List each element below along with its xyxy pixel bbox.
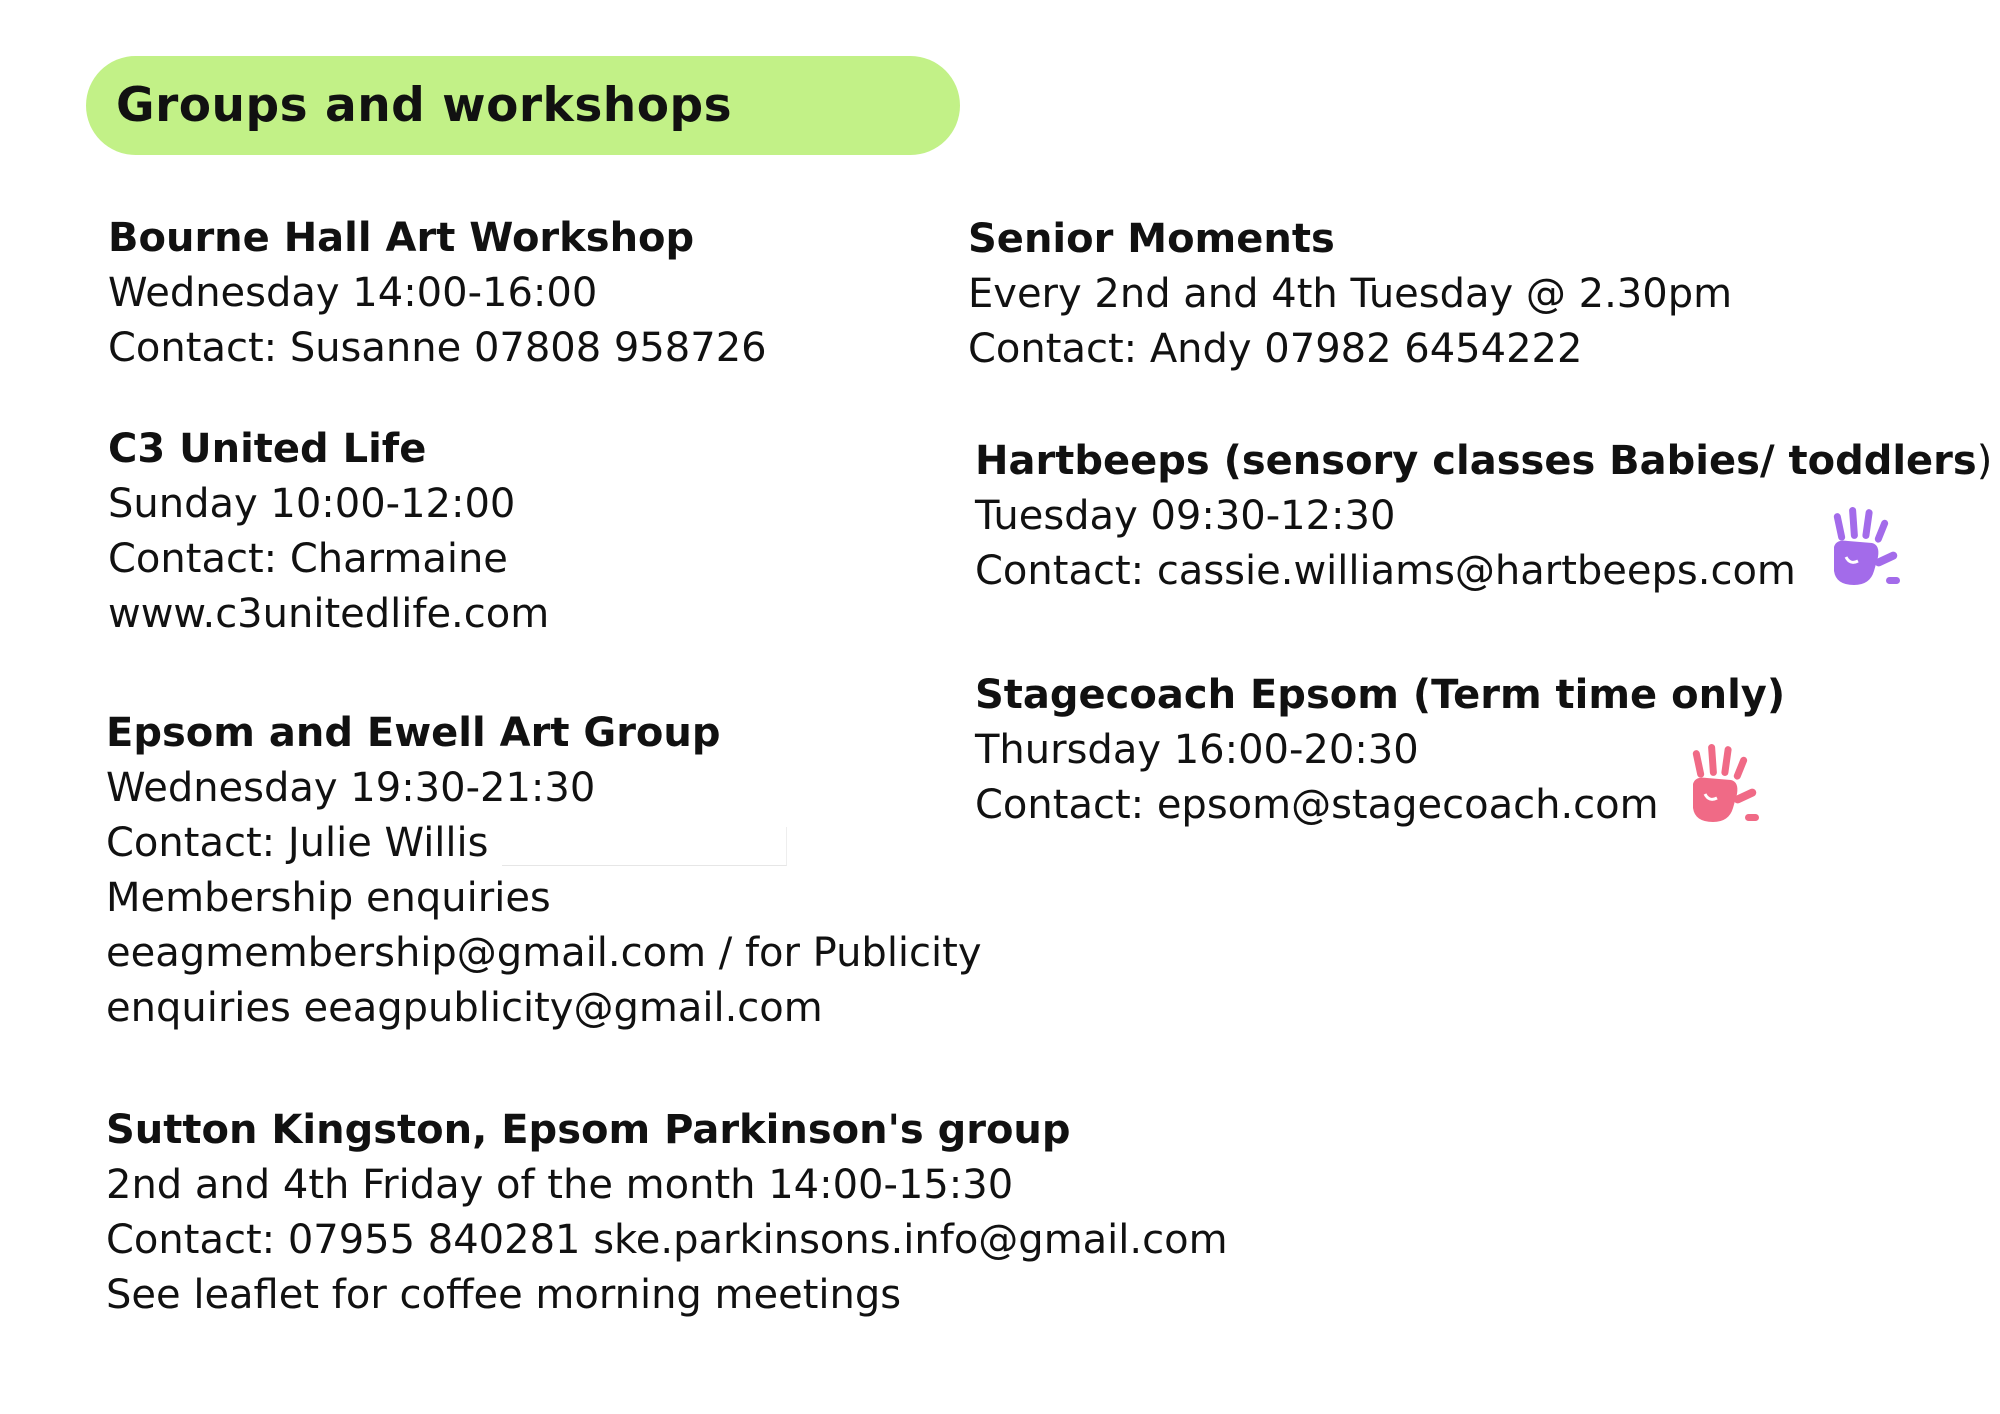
entry-line: Thursday 16:00-20:30	[975, 727, 1419, 773]
entry-line: Contact: Susanne 07808 958726	[108, 325, 767, 371]
entry-title: Sutton Kingston, Epsom Parkinson's group	[106, 1107, 1071, 1153]
entry-title: C3 United Life	[108, 426, 427, 472]
entry-title	[975, 434, 1992, 489]
redaction-box	[502, 827, 787, 866]
page-title: Groups and workshops	[116, 78, 733, 133]
entry-line: eeagmembership@gmail.com / for Publicity	[106, 930, 982, 976]
entry-line: Contact: Charmaine	[108, 536, 508, 582]
entry-line: enquiries eeagpublicity@gmail.com	[106, 985, 823, 1031]
entry-senior-moments	[968, 212, 1732, 377]
entry-line: Tuesday 09:30-12:30	[975, 493, 1396, 539]
entry-line: Contact: Julie Willis	[106, 820, 489, 866]
entry-line: Every 2nd and 4th Tuesday @ 2.30pm	[968, 271, 1733, 317]
entry-line: Contact: cassie.williams@hartbeeps.com	[975, 548, 1796, 594]
entry-line: Contact: epsom@stagecoach.com	[975, 782, 1659, 828]
entry-title: Stagecoach Epsom (Term time only)	[975, 672, 1786, 718]
entry-line: Wednesday 14:00-16:00	[108, 270, 598, 316]
entry-line: Membership enquiries	[106, 875, 551, 921]
entry-line: Contact: 07955 840281 ske.parkinsons.info@gmail.com	[106, 1217, 1228, 1263]
entry-title: Senior Moments	[968, 216, 1335, 262]
handprint-icon	[1828, 505, 1906, 595]
entry-line: Wednesday 19:30-21:30	[106, 765, 596, 811]
entry-title-suffix: )	[1976, 438, 1993, 484]
entry-line: 2nd and 4th Friday of the month 14:00-15:30	[106, 1162, 1014, 1208]
entry-line: Sunday 10:00-12:00	[108, 481, 516, 527]
entry-title: Epsom and Ewell Art Group	[106, 710, 721, 756]
entry-bourne-hall	[108, 211, 767, 376]
entry-line: Contact: Andy 07982 6454222	[968, 326, 1583, 372]
entry-line: See leaflet for coffee morning meetings	[106, 1272, 902, 1318]
entry-title-text: Hartbeeps (sensory classes Babies/ toddlers	[975, 438, 1977, 484]
entry-c3-united-life	[108, 422, 549, 642]
entry-epsom-ewell-art	[106, 706, 982, 1036]
section-banner	[86, 56, 960, 155]
entry-link[interactable]: www.c3unitedlife.com	[108, 591, 550, 637]
entry-title: Bourne Hall Art Workshop	[108, 215, 695, 261]
handprint-icon	[1687, 742, 1765, 832]
entry-parkinsons-group	[106, 1103, 1228, 1323]
entry-stagecoach	[975, 668, 1785, 833]
